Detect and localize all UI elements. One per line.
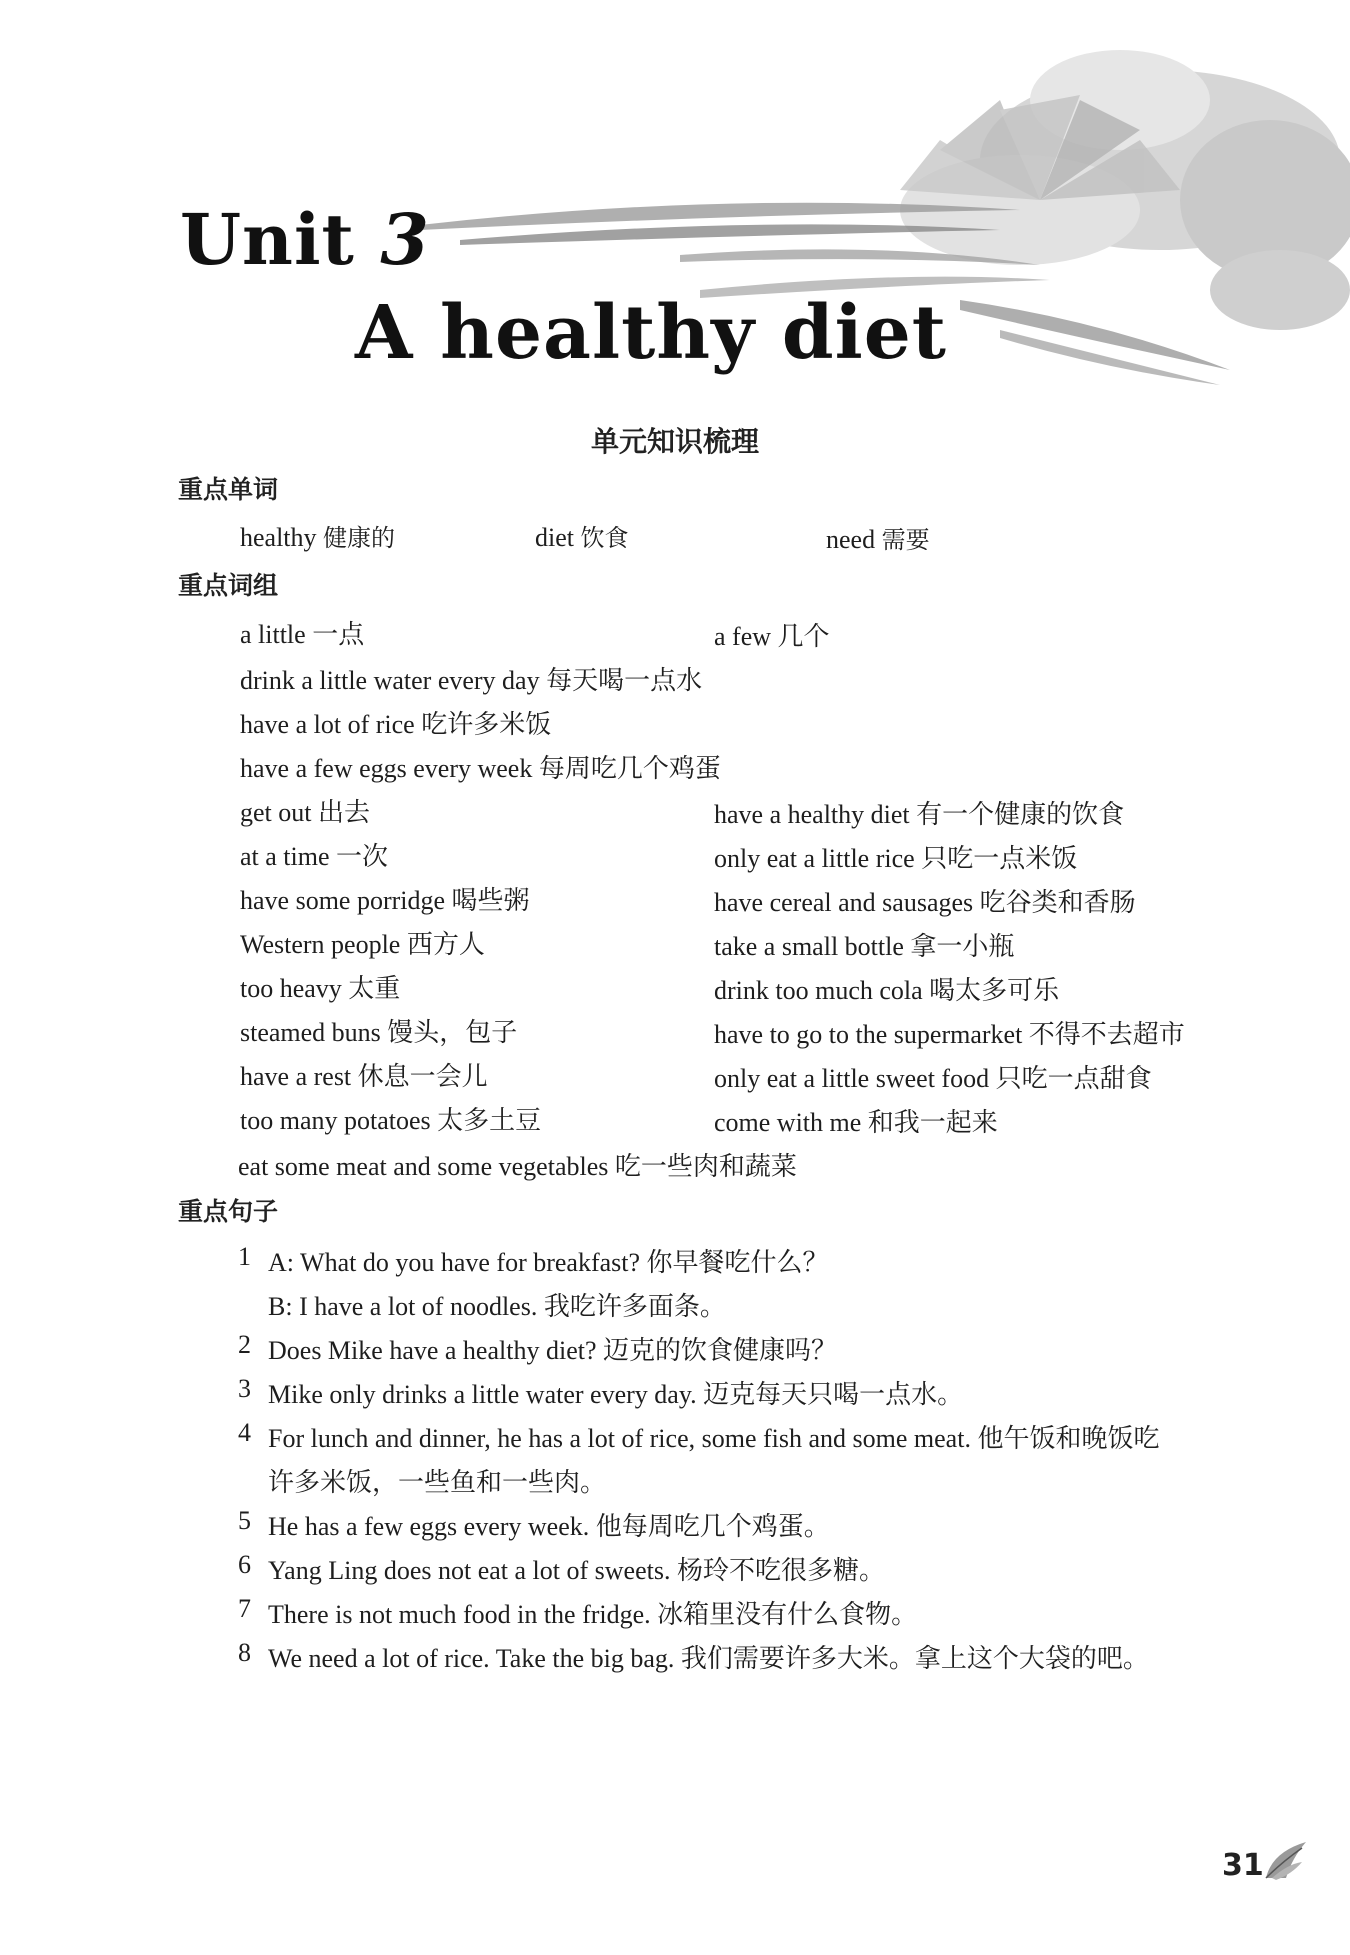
word-en: need xyxy=(826,525,876,554)
word-zh: 饮食 xyxy=(580,524,629,552)
unit-title: A healthy diet xyxy=(355,290,947,376)
word-zh: 健康的 xyxy=(323,524,396,552)
phrase-item: at a time 一次 xyxy=(240,842,389,871)
sentences-heading: 重点句子 xyxy=(178,1197,279,1226)
sentence-line: Does Mike have a healthy diet? 迈克的饮食健康吗？ xyxy=(268,1336,837,1365)
phrase-item: have a rest 休息一会儿 xyxy=(240,1062,488,1091)
sentence-number: 1 xyxy=(238,1242,251,1271)
phrases-heading: 重点词组 xyxy=(178,571,279,600)
word-item xyxy=(826,520,930,555)
phrase-item: drink too much cola 喝太多可乐 xyxy=(714,976,1060,1005)
sentence-number: 6 xyxy=(238,1550,251,1579)
phrase-item: have some porridge 喝些粥 xyxy=(240,886,530,915)
unit-number: 3 xyxy=(380,198,430,281)
word-zh: 需要 xyxy=(881,526,930,554)
sentence-line: He has a few eggs every week. 他每周吃几个鸡蛋。 xyxy=(268,1512,830,1541)
unit-heading xyxy=(180,198,430,281)
phrase-item: take a small bottle 拿一小瓶 xyxy=(714,932,1015,961)
words-heading: 重点单词 xyxy=(178,475,279,504)
sentence-line: For lunch and dinner, he has a lot of rice, some fish and some meat. 他午饭和晚饭吃 xyxy=(268,1424,1160,1453)
sentence-number: 5 xyxy=(238,1506,251,1535)
word-en: diet xyxy=(535,523,574,552)
leaf-icon xyxy=(1262,1838,1312,1882)
phrase-item: have to go to the supermarket 不得不去超市 xyxy=(714,1020,1185,1049)
page-number: 31 xyxy=(1222,1848,1264,1883)
phrase-item: come with me 和我一起来 xyxy=(714,1108,998,1137)
phrase-item: have a healthy diet 有一个健康的饮食 xyxy=(714,800,1125,829)
word-item xyxy=(240,518,395,553)
phrase-item: get out 出去 xyxy=(240,798,370,827)
sentence-line: Mike only drinks a little water every day. 迈克每天只喝一点水。 xyxy=(268,1380,964,1409)
section-title: 单元知识梳理 xyxy=(590,425,759,458)
sentence-number: 3 xyxy=(238,1374,251,1403)
word-en: healthy xyxy=(240,523,317,552)
sentence-line: 许多米饭，一些鱼和一些肉。 xyxy=(268,1468,607,1497)
phrase-item: have cereal and sausages 吃谷类和香肠 xyxy=(714,888,1136,917)
word-item xyxy=(535,518,629,553)
sentence-line: B: I have a lot of noodles. 我吃许多面条。 xyxy=(268,1292,726,1321)
unit-label: Unit xyxy=(180,198,355,281)
phrase-item: have a lot of rice 吃许多米饭 xyxy=(240,710,552,739)
phrase-item: have a few eggs every week 每周吃几个鸡蛋 xyxy=(240,754,721,783)
sentence-number: 7 xyxy=(238,1594,251,1623)
phrase-item: drink a little water every day 每天喝一点水 xyxy=(240,666,703,695)
phrase-item: a little 一点 xyxy=(240,620,365,649)
phrase-item: a few 几个 xyxy=(714,622,830,651)
phrase-item: steamed buns 馒头，包子 xyxy=(240,1018,518,1047)
sentence-number: 8 xyxy=(238,1638,251,1667)
phrase-item: only eat a little sweet food 只吃一点甜食 xyxy=(714,1064,1152,1093)
sentence-number: 2 xyxy=(238,1330,251,1359)
sentence-line: There is not much food in the fridge. 冰箱里没有什么食物。 xyxy=(268,1600,918,1629)
sentence-number: 4 xyxy=(238,1418,251,1447)
sentence-line: A: What do you have for breakfast? 你早餐吃什么？ xyxy=(268,1248,829,1277)
phrase-item: too many potatoes 太多土豆 xyxy=(240,1106,542,1135)
sentence-line: We need a lot of rice. Take the big bag. 我们需要许多大米。拿上这个大袋的吧。 xyxy=(268,1644,1149,1673)
phrase-item: too heavy 太重 xyxy=(240,974,401,1003)
phrase-item: only eat a little rice 只吃一点米饭 xyxy=(714,844,1078,873)
phrase-item: Western people 西方人 xyxy=(240,930,485,959)
phrase-item: eat some meat and some vegetables 吃一些肉和蔬菜 xyxy=(238,1152,797,1181)
sentence-line: Yang Ling does not eat a lot of sweets. 杨玲不吃很多糖。 xyxy=(268,1556,885,1585)
